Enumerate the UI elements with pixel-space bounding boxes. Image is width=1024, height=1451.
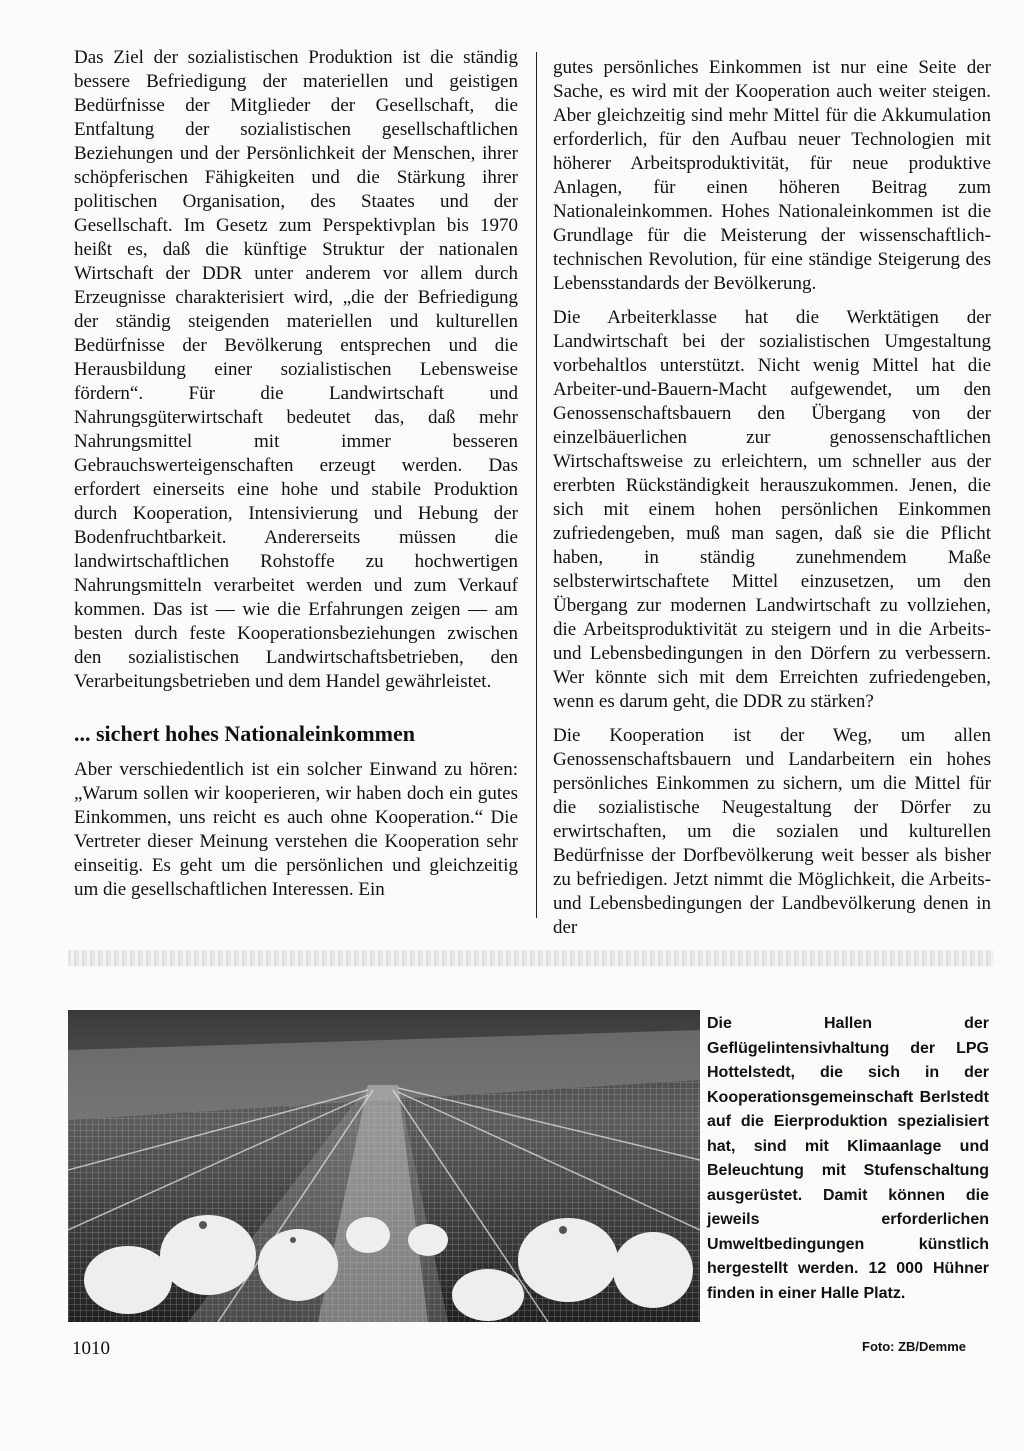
- page-number: 1010: [72, 1338, 110, 1359]
- right-paragraph-2: Die Arbeiterklasse hat die Werktätigen der Landwirtschaft bei der sozialistischen Umgestaltung vorbehaltlos unterstützt. Nicht wenig Mittel hat die Arbeiter-und-Bauern-Macht aufgewendet, um den Genossenschaftsbauern den Übergang von der einzelbäuerlichen zur genossenschaftlichen Wirtschaftsweise zu erleichtern, um schneller aus der ererbten Rückständigkeit herauszukommen. Jenen, die sich mit einem hohen persönlichen Einkommen zufriedengeben, muß man sagen, daß sie die Pflicht haben, in ständig zunehmendem Maße selbsterwirtschaftete Mittel einzusetzen, um den Übergang zur modernen Landwirtschaft zu vollziehen, die Arbeitsproduktivität zu steigern und in die Arbeits- und Lebensbedingungen in den Dörfern zu verbessern. Wer könnte sich mit dem Erreichten zufriedengeben, wenn es darum geht, die DDR zu stärken?: [553, 307, 991, 712]
- right-paragraph-3: Die Kooperation ist der Weg, um allen Genossenschaftsbauern und Landarbeitern ein hohes persönliches Einkommen zu sichern, um die Mittel für die sozialistische Neugestaltung der Dörfer zu erwirtschaften, um die sozialen und kulturellen Bedürfnisse der Dorfbevölkerung weit besser als bisher zu befriedigen. Jetzt nimmt die Möglichkeit, die Arbeits- und Lebensbedingungen der Landbevölkerung denen in der: [553, 725, 991, 938]
- caption-text: Die Hallen der Geflügelintensivhaltung der LPG Hottelstedt, die sich in der Kooperationsgemeinschaft Berlstedt auf die Eierproduktion spezialisiert hat, sind mit Klimaanlage und Beleuchtung mit Stufenschaltung ausgerüstet. Damit können die jeweils erforderlichen Umweltbedingungen künstlich hergestellt werden. 12 000 Hühner finden in einer Halle Platz.: [707, 1015, 989, 1302]
- left-paragraph-1: Das Ziel der sozialistischen Produktion ist die ständig bessere Befriedigung der materiellen und geistigen Bedürfnisse der Mitglieder der Gesellschaft, die Entfaltung der sozialistischen gesellschaftlichen Beziehungen und der Persönlichkeit der Menschen, ihrer schöpferischen Fähigkeiten und die Stärkung ihrer politischen Organisation, des Staates und der Gesellschaft. Im Gesetz zum Perspektivplan bis 1970 heißt es, daß die künftige Struktur der nationalen Wirtschaft der DDR unter anderem vor allem durch Erzeugnisse charakterisiert wird, „die der Befriedigung der ständig steigenden materiellen und kulturellen Bedürfnisse der Bevölkerung entsprechen und die Herausbildung einer sozialistischen Lebensweise fördern“. Für die Landwirtschaft und Nahrungsgüterwirtschaft bedeutet das, daß mehr Nahrungsmittel mit immer besseren Gebrauchswerteigenschaften erzeugt werden. Das erfordert einerseits eine hohe und stabile Produktion durch Kooperation, Intensivierung und Hebung der Bodenfruchtbarkeit. Andererseits müssen die landwirtschaftlichen Rohstoffe zu hochwertigen Nahrungsmitteln verarbeitet werden und zum Verkauf kommen. Das ist — wie die Erfahrungen zeigen — am besten durch feste Kooperationsbeziehungen zwischen den sozialistischen Landwirtschaftsbetrieben, den Verarbeitungsbetrieben und dem Handel gewährleistet.: [74, 47, 518, 692]
- cages-illustration: [68, 1010, 700, 1322]
- print-band: [68, 950, 994, 966]
- photo-credit: Foto: ZB/Demme: [862, 1339, 966, 1354]
- section-heading: ... sichert hohes Nationaleinkommen: [74, 721, 415, 746]
- right-column: [553, 56, 991, 940]
- right-paragraph-1: gutes persönliches Einkommen ist nur eine Seite der Sache, es wird mit der Kooperation auch weiter steigen. Aber gleichzeitig sind mehr Mittel für die Akkumulation erforderlich, für den Aufbau neuer Technologien mit höherer Arbeitsproduktivität, für neue produktive Anlagen, für einen höheren Beitrag zum Nationaleinkommen. Hohes Nationaleinkommen ist die Grundlage für die Meisterung der wissenschaftlich-technischen Revolution, für eine ständige Steigerung des Lebensstandards der Bevölkerung.: [553, 57, 991, 294]
- left-column: [74, 46, 518, 902]
- left-paragraph-2: Aber verschiedentlich ist ein solcher Einwand zu hören: „Warum sollen wir kooperieren, wir haben doch ein gutes Einkommen, uns reicht es auch ohne Kooperation.“ Die Vertreter dieser Meinung verstehen die Kooperation sehr einseitig. Es geht um die persönlichen und gleichzeitig um die gesellschaftlichen Interessen. Ein: [74, 759, 518, 900]
- column-divider: [536, 52, 537, 918]
- photo-caption: [707, 1012, 989, 1306]
- poultry-hall-photo: [68, 1010, 700, 1322]
